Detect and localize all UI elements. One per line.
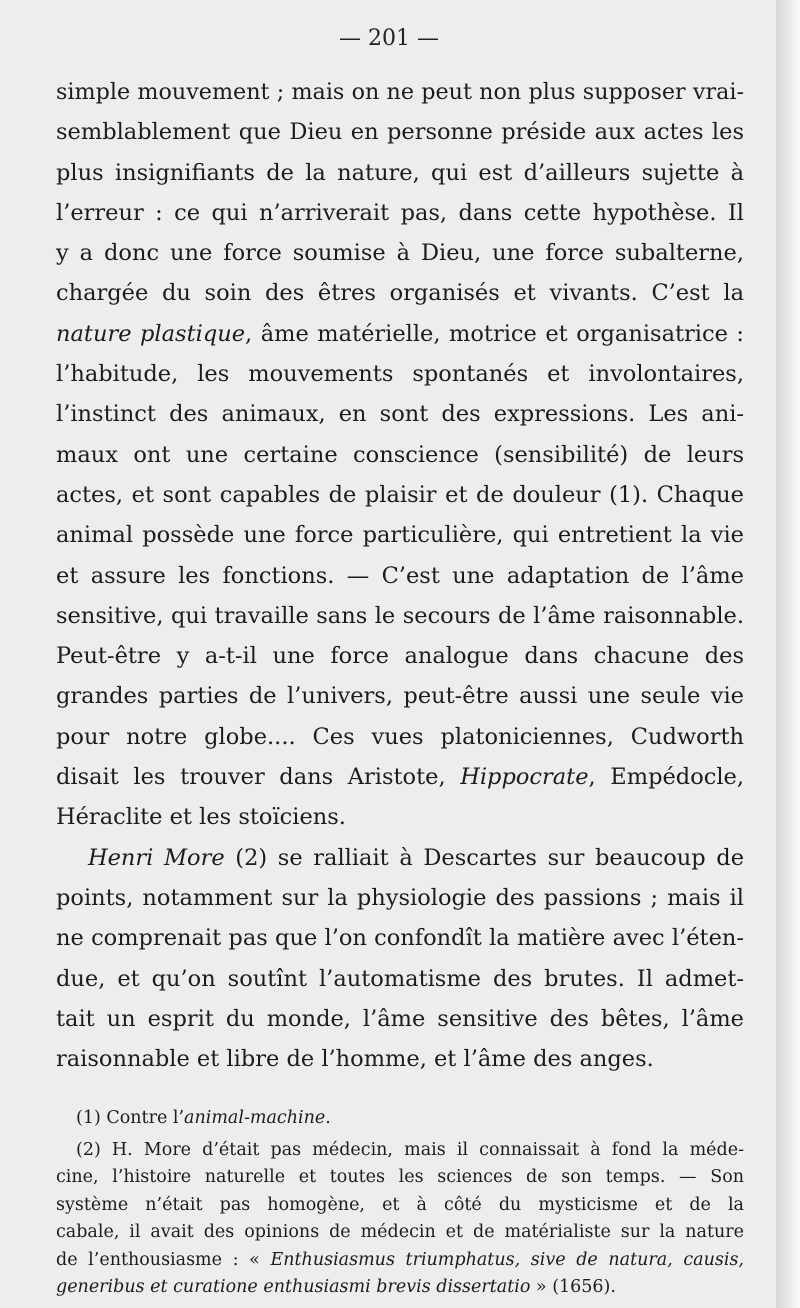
footnote-line: de l’enthousiasme : « Enthusiasmus triumphatus, sive de natura, causis, — [56, 1249, 744, 1270]
italic-name: Henri More — [88, 844, 225, 871]
footnote-line: système n’était pas homogène, et à côté du mysticisme et de la — [56, 1194, 744, 1215]
body-line: actes, et sont capables de plaisir et de douleur (1). Chaque — [56, 481, 744, 508]
body-line: raisonnable et libre de l’homme, et l’âme des anges. — [56, 1046, 654, 1073]
body-line: semblablement que Dieu en personne préside aux actes les — [56, 119, 744, 146]
italic-term: nature plastique — [56, 320, 246, 347]
body-line: animal possède une force particulière, qui entretient la vie — [56, 522, 744, 549]
body-line: pour notre globe.... Ces vues platoniciennes, Cudworth — [56, 723, 744, 750]
body-line: Peut-être y a-t-il une force analogue dans chacune des — [56, 643, 744, 670]
body-line: sensitive, qui travaille sans le secours de l’âme raisonnable. — [56, 602, 744, 629]
italic-title: Enthusiasmus triumphatus, sive de natura, causis, — [270, 1249, 744, 1270]
body-line: ne comprenait pas que l’on confondît la matière avec l’éten- — [56, 925, 744, 952]
body-line: disait les trouver dans Aristote, Hippocrate, Empédocle, — [56, 764, 745, 791]
body-line: et assure les fonctions. — C’est une adaptation de l’âme — [56, 562, 744, 589]
body-line: Héraclite et les stoïciens. — [56, 804, 346, 831]
footnote-separator — [56, 1079, 744, 1105]
body-line: l’instinct des animaux, en sont des expressions. Les ani- — [56, 401, 744, 428]
body-line: tait un esprit du monde, l’âme sensitive des bêtes, l’âme — [56, 1005, 744, 1032]
body-line: simple mouvement ; mais on ne peut non plus supposer vrai- — [56, 79, 744, 105]
page-number: — 201 — — [339, 26, 439, 51]
italic-name: Hippocrate — [460, 764, 589, 791]
italic-title: generibus et curatione enthusiasmi brevis dissertatio — [56, 1277, 531, 1298]
body-line: nature plastique, âme matérielle, motrice et organisatrice : — [56, 320, 745, 347]
body-line: chargée du soin des êtres organisés et vivants. C’est la — [56, 280, 744, 307]
footnote-line: (2) H. More d’était pas médecin, mais il connaissait à fond la méde- — [76, 1139, 744, 1160]
footnote-line: (1) Contre l’animal-machine. — [76, 1108, 331, 1129]
body-line: grandes parties de l’univers, peut-être aussi une seule vie — [56, 683, 744, 710]
body-line: l’erreur : ce qui n’arriverait pas, dans cette hypothèse. Il — [56, 199, 744, 226]
footnote-line: cine, l’histoire naturelle et toutes les sciences de son temps. — Son — [56, 1167, 744, 1188]
body-line: l’habitude, les mouvements spontanés et involontaires, — [56, 361, 744, 388]
footnote-line: generibus et curatione enthusiasmi brevis dissertatio » (1656). — [56, 1277, 616, 1298]
italic-term: animal-machine — [184, 1108, 326, 1129]
body-line: Henri More (2) se ralliait à Descartes sur beaucoup de — [88, 844, 745, 871]
body-text — [56, 72, 744, 1302]
body-line: plus insignifiants de la nature, qui est d’ailleurs sujette à — [56, 159, 744, 186]
body-line: points, notamment sur la physiologie des passions ; mais il — [56, 884, 744, 911]
body-line: maux ont une certaine conscience (sensibilité) de leurs — [56, 441, 744, 468]
body-line: due, et qu’on soutînt l’automatisme des brutes. Il admet- — [56, 965, 744, 992]
page-edge — [776, 0, 800, 1308]
footnote-line: cabale, il avait des opinions de médecin et de matérialiste sur la nature — [56, 1222, 744, 1243]
body-line: y a donc une force soumise à Dieu, une force subalterne, — [56, 240, 744, 267]
